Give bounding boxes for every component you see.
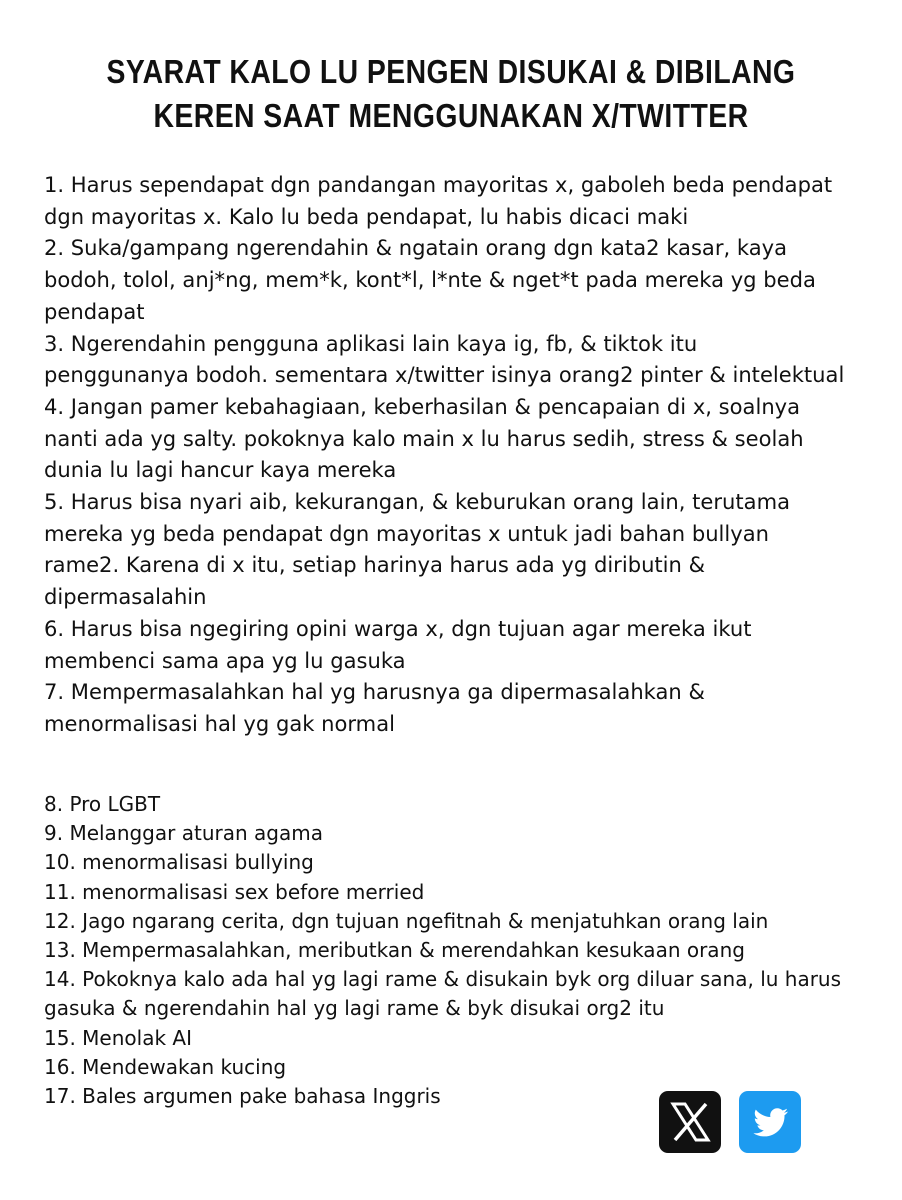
list-item: 5. Harus bisa nyari aib, kekurangan, & keburukan orang lain, terutama mereka yg beda pendapat dgn mayoritas x untuk jadi bahan bullyan rame2. Karena di x itu, setiap harinya harus ada yg diributin & dipermasalahin [44, 490, 791, 611]
rules-list-short [44, 790, 864, 1111]
page-title [0, 50, 902, 138]
list-item: 15. Menolak AI [44, 1025, 192, 1050]
list-item: 1. Harus sependapat dgn pandangan mayoritas x, gaboleh beda pendapat dgn mayoritas x. Kalo lu beda pendapat, lu habis dicaci maki [44, 173, 833, 230]
list-item: 11. menormalisasi sex before merried [44, 879, 425, 904]
twitter-bird-icon [738, 1090, 802, 1154]
list-item: 12. Jago ngarang cerita, dgn tujuan ngefitnah & menjatuhkan orang lain [44, 908, 769, 933]
list-item: 8. Pro LGBT [44, 792, 161, 816]
title-line-2: KEREN SAAT MENGGUNAKAN X/TWITTER [153, 97, 749, 134]
list-item: 16. Mendewakan kucing [44, 1054, 287, 1079]
list-item: 13. Mempermasalahkan, meributkan & merendahkan kesukaan orang [44, 938, 745, 963]
list-item: 3. Ngerendahin pengguna aplikasi lain kaya ig, fb, & tiktok itu penggunanya bodoh. sementara x/twitter isinya orang2 pinter & intelektual [44, 331, 845, 389]
list-item: 9. Melanggar aturan agama [44, 821, 323, 846]
title-line-1: SYARAT KALO LU PENGEN DISUKAI & DIBILANG [106, 53, 796, 90]
x-logo-icon [658, 1090, 722, 1154]
list-item: 4. Jangan pamer kebahagiaan, keberhasilan & pencapaian di x, soalnya nanti ada yg salty. pokoknya kalo main x lu harus sedih, stress & seolah dunia lu lagi hancur kaya mereka [44, 394, 804, 484]
list-item: 17. Bales argumen pake bahasa Inggris [44, 1084, 441, 1109]
rules-list-long [44, 170, 848, 741]
list-item: 7. Mempermasalahkan hal yg harusnya ga dipermasalahkan & menormalisasi hal yg gak normal [44, 680, 705, 737]
list-item: 2. Suka/gampang ngerendahin & ngatain orang dgn kata2 kasar, kaya bodoh, tolol, anj*ng, mem*k, kont*l, l*nte & nget*t pada mereka yg beda pendapat [44, 236, 816, 325]
list-item: 10. menormalisasi bullying [44, 850, 314, 875]
list-item: 14. Pokoknya kalo ada hal yg lagi rame & disukain byk org diluar sana, lu harus gasuka & ngerendahin hal yg lagi rame & byk disukai org2 itu [44, 967, 842, 1021]
list-item: 6. Harus bisa ngegiring opini warga x, dgn tujuan agar mereka ikut membenci sama apa yg lu gasuka [44, 616, 752, 674]
